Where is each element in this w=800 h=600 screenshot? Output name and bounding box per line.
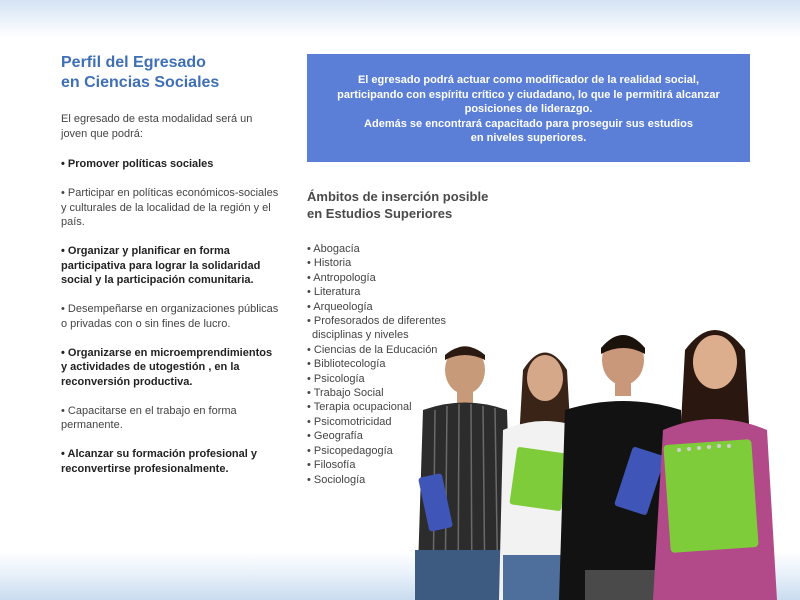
profile-item: • Alcanzar su formación profesional y reconvertirse profesionalmente. — [61, 448, 257, 475]
ambitos-item: disciplinas y niveles — [312, 329, 409, 342]
ambitos-title-line-1: Ámbitos de inserción posible — [307, 189, 489, 204]
profile-item: • Capacitarse en el trabajo en forma permanente. — [61, 404, 237, 431]
ambitos-item: • Terapia ocupacional — [307, 401, 412, 414]
ambitos-item: • Geografía — [307, 430, 363, 443]
ambitos-item: • Sociología — [307, 473, 366, 486]
highlight-line: posiciones de liderazgo. — [464, 103, 593, 115]
intro-text: El egresado de esta modalidad será un joven que podrá: — [61, 113, 253, 140]
profile-item: • Desempeñarse en organizaciones públicas o privadas con o sin fines de lucro. — [61, 303, 279, 330]
profile-item: • Organizar y planificar en forma participativa para lograr la solidaridad social y la participación comunitaria. — [61, 245, 261, 286]
ambitos-item: • Psicología — [307, 372, 365, 385]
student-figure-4 — [653, 330, 777, 600]
title-line-1: Perfil del Egresado — [61, 54, 206, 71]
ambitos-item: • Filosofía — [307, 459, 356, 472]
ambitos-item: • Ciencias de la Educación — [307, 343, 438, 356]
highlight-line: El egresado podrá actuar como modificador de la realidad social, — [357, 74, 700, 86]
profile-item: • Participar en políticas económicos-sociales y culturales de la localidad de la región y el país. — [61, 187, 279, 228]
title-line-2: en Ciencias Sociales — [61, 74, 220, 91]
highlight-line: participando con espíritu crítico y ciudadano, lo que le permitirá alcanzar — [337, 88, 720, 101]
highlight-line: en niveles superiores. — [470, 132, 587, 144]
ambitos-item: • Abogacía — [307, 243, 360, 255]
ambitos-item: • Historia — [307, 257, 352, 270]
highlight-box — [307, 54, 750, 162]
profile-list — [61, 157, 281, 476]
ambitos-item: • Profesorados de diferentes — [307, 315, 446, 328]
ambitos-item: • Psicomotricidad — [307, 415, 392, 428]
ambitos-item: • Trabajo Social — [307, 387, 384, 400]
profile-column — [61, 53, 281, 491]
ambitos-item: • Psicopedagogía — [307, 444, 393, 457]
top-gradient-band — [0, 0, 800, 38]
students-photo — [395, 300, 800, 600]
ambitos-item: • Bibliotecología — [307, 358, 386, 371]
profile-item: • Organizarse en microemprendimientos y actividades de utogestión , en la reconversión productiva. — [61, 346, 273, 388]
ambitos-item: • Literatura — [307, 286, 361, 299]
ambitos-title — [307, 188, 507, 222]
ambitos-item: • Antropología — [307, 271, 376, 284]
page-title — [61, 53, 281, 93]
profile-item: • Promover políticas sociales — [61, 158, 214, 170]
highlight-line: Además se encontrará capacitado para proseguir sus estudios — [364, 117, 693, 130]
ambitos-title-line-2: en Estudios Superiores — [307, 206, 453, 221]
ambitos-item: • Arqueología — [307, 300, 373, 313]
